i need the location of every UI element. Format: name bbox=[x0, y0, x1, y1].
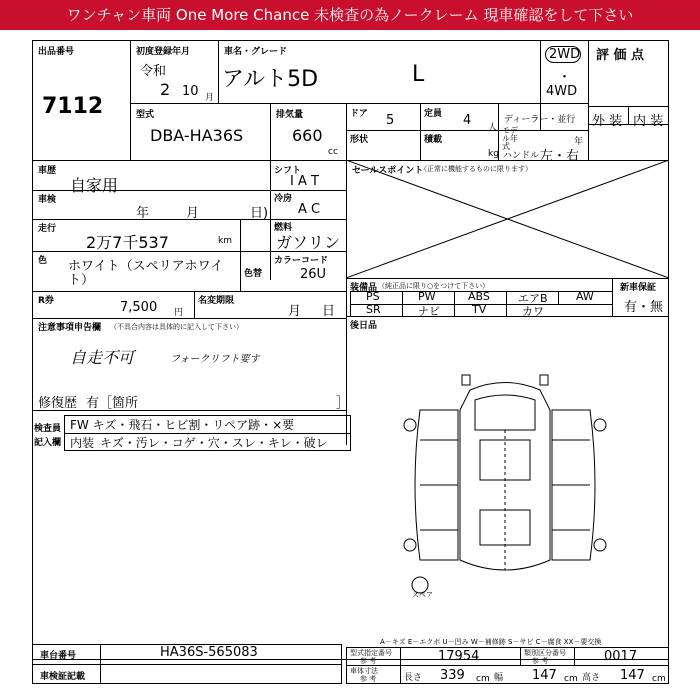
equip-sr: SR bbox=[366, 303, 381, 316]
rating-exterior: 外 装 bbox=[592, 114, 623, 129]
equip-aw: AW bbox=[576, 290, 594, 303]
new-guarantee-value: 有・無 bbox=[624, 300, 664, 315]
recycle-unit: 円 bbox=[174, 308, 184, 318]
equip-leather: カワ bbox=[522, 305, 544, 318]
type-no-value: 17954 bbox=[438, 649, 480, 664]
inspection-month: 月 bbox=[186, 206, 200, 221]
drive-4wd: 4WD bbox=[546, 84, 578, 99]
reg-year: 2 bbox=[160, 80, 171, 99]
rating-interior: 内 装 bbox=[633, 114, 664, 129]
sales-point-sub: （正常に機能するものに限ります） bbox=[420, 165, 532, 173]
fuel-value: ガソリン bbox=[276, 233, 341, 252]
mileage-value: 2万7千537 bbox=[86, 233, 169, 252]
car-damage-diagram bbox=[400, 370, 610, 600]
model-year-prefix: 年 bbox=[574, 137, 584, 147]
width-value: 147 bbox=[532, 668, 557, 683]
disp-label: 排気量 bbox=[276, 110, 304, 120]
lengths-sub: 参 考 bbox=[360, 675, 377, 683]
fuel-label: 燃料 bbox=[274, 223, 293, 233]
type-no-sub: 参 考 bbox=[360, 657, 377, 665]
equipment-label: 装備品 bbox=[350, 283, 378, 293]
repair-value: 有［箇所 bbox=[86, 396, 139, 411]
color-code-label: カラーコード bbox=[274, 256, 329, 266]
ac-label: 冷房 bbox=[274, 194, 293, 204]
disp-value: 660 bbox=[292, 126, 323, 145]
width-label: 幅 bbox=[494, 673, 504, 683]
equip-ps: PS bbox=[366, 290, 380, 303]
spare-label: スペア bbox=[412, 591, 433, 599]
rating-label: 評 価 点 bbox=[596, 48, 645, 63]
car-label: 車名・グレード bbox=[224, 47, 288, 57]
equip-abs: ABS bbox=[468, 290, 490, 303]
lengths-label: 車体寸法 bbox=[350, 667, 378, 675]
history-label: 車歴 bbox=[38, 166, 57, 176]
ac-value: A C bbox=[298, 202, 321, 217]
reg-label: 初度登録年月 bbox=[136, 47, 191, 57]
car-grade: L bbox=[412, 62, 425, 87]
dealer-label: ディーラー・並行 bbox=[504, 115, 576, 125]
doors-value: 5 bbox=[386, 113, 395, 128]
inspection-day: 日) bbox=[250, 206, 269, 221]
car-name: アルト5D bbox=[222, 67, 319, 92]
banner: ワンチャン車両 One More Chance 未検査の為ノークレーム 現車確認をして下さい bbox=[0, 0, 700, 30]
repair-close: ］ bbox=[336, 396, 350, 411]
class-no-value: 0017 bbox=[604, 649, 638, 664]
disp-unit: cc bbox=[328, 147, 338, 157]
new-guarantee-label: 新車保証 bbox=[620, 283, 657, 293]
color-label: 色 bbox=[38, 256, 48, 266]
inspector-row-2-key: 内装 bbox=[70, 436, 95, 450]
auction-sheet bbox=[0, 30, 700, 700]
load-unit: kg bbox=[488, 149, 499, 159]
length-unit: cm bbox=[476, 674, 490, 684]
equipment-sub: （純正品に限り○をつけて下さい） bbox=[378, 282, 490, 290]
lot-label: 出品番号 bbox=[38, 47, 75, 57]
class-no-label: 類別区分番号 bbox=[524, 649, 566, 657]
shift-label: シフト bbox=[274, 166, 302, 176]
shape-label: 形状 bbox=[350, 135, 369, 145]
doors-label: ドア bbox=[350, 109, 368, 119]
load-label: 積載 bbox=[424, 135, 443, 145]
chassis-value: HA36S-565083 bbox=[160, 645, 258, 660]
transfer-day: 日 bbox=[322, 304, 336, 319]
height-label: 高さ bbox=[582, 673, 601, 683]
capacity-unit: 人 bbox=[488, 123, 498, 133]
equip-pw: PW bbox=[418, 290, 436, 303]
type-no-label: 型式指定番号 bbox=[350, 649, 392, 657]
model-value: DBA-HA36S bbox=[150, 126, 244, 145]
reg-era: 令和 bbox=[140, 64, 167, 79]
height-unit: cm bbox=[652, 674, 666, 684]
color-code-value: 26U bbox=[300, 267, 327, 282]
color-change-label: 色替 bbox=[244, 269, 263, 279]
history-value: 自家用 bbox=[70, 176, 119, 195]
notes-handwriting-1: 自走不可 bbox=[70, 348, 135, 367]
notes-handwriting-2: フォークリフト要す bbox=[170, 354, 260, 365]
recycle-label: R券 bbox=[38, 296, 54, 306]
equip-tv: TV bbox=[472, 303, 487, 316]
inspector-label-1: 検査員 bbox=[34, 424, 62, 434]
shift-value: I A T bbox=[290, 174, 319, 189]
inspector-row-1: FW キズ・飛石・ヒビ割・リペア跡・×要 bbox=[70, 418, 295, 432]
handle-label: ハンドル bbox=[503, 151, 540, 161]
mileage-unit: km bbox=[218, 236, 232, 246]
length-label: 長さ bbox=[404, 673, 423, 683]
drive-2wd: 2WD bbox=[549, 47, 581, 62]
inspection-label: 車検 bbox=[38, 195, 57, 205]
repair-label: 修復歴 bbox=[38, 396, 78, 411]
model-year-label: モデル年式 bbox=[502, 126, 518, 151]
mileage-label: 走行 bbox=[38, 224, 57, 234]
handle-value: 左・右 bbox=[540, 149, 580, 164]
sales-point-cross bbox=[346, 160, 669, 278]
notes-sub: （不具合内容は具体的に記入して下さい） bbox=[110, 323, 243, 331]
carline-label: 車検証記載 bbox=[40, 672, 86, 682]
drive-sep: ・ bbox=[558, 70, 572, 85]
recycle-value: 7,500 bbox=[120, 300, 158, 315]
height-value: 147 bbox=[620, 668, 645, 683]
length-value: 339 bbox=[440, 668, 465, 683]
inspection-year: 年 bbox=[136, 206, 150, 221]
model-label: 型式 bbox=[136, 110, 155, 120]
inspector-label-2: 記入欄 bbox=[34, 438, 62, 448]
width-unit: cm bbox=[564, 674, 578, 684]
sales-point-label: セールスポイント bbox=[352, 166, 424, 176]
reg-month: 10 bbox=[182, 84, 199, 99]
equip-airbag: エアB bbox=[518, 292, 548, 305]
chassis-label: 車台番号 bbox=[40, 651, 77, 661]
reg-month-unit: 月 bbox=[205, 93, 215, 103]
color-value: ホワイト（スペリアホワイト） bbox=[68, 259, 224, 288]
class-no-sub: 参 考 bbox=[532, 657, 549, 665]
capacity-value: 4 bbox=[463, 113, 472, 128]
equip-navi: ナビ bbox=[418, 305, 440, 318]
notes-label: 注意事項申告欄 bbox=[38, 323, 102, 333]
capacity-label: 定員 bbox=[424, 109, 443, 119]
transfer-label: 名変期限 bbox=[198, 296, 235, 306]
notes2-label: 後日品 bbox=[350, 321, 378, 331]
damage-legend: A－キズ E－エクボ U－凹み W－補修跡 S－サビ C－腐食 XX－要交換 bbox=[380, 638, 602, 646]
inspector-row-2: キズ・汚レ・コゲ・穴・スレ・キレ・破レ bbox=[100, 436, 328, 450]
transfer-month: 月 bbox=[288, 304, 302, 319]
lot-number: 7112 bbox=[42, 94, 104, 119]
